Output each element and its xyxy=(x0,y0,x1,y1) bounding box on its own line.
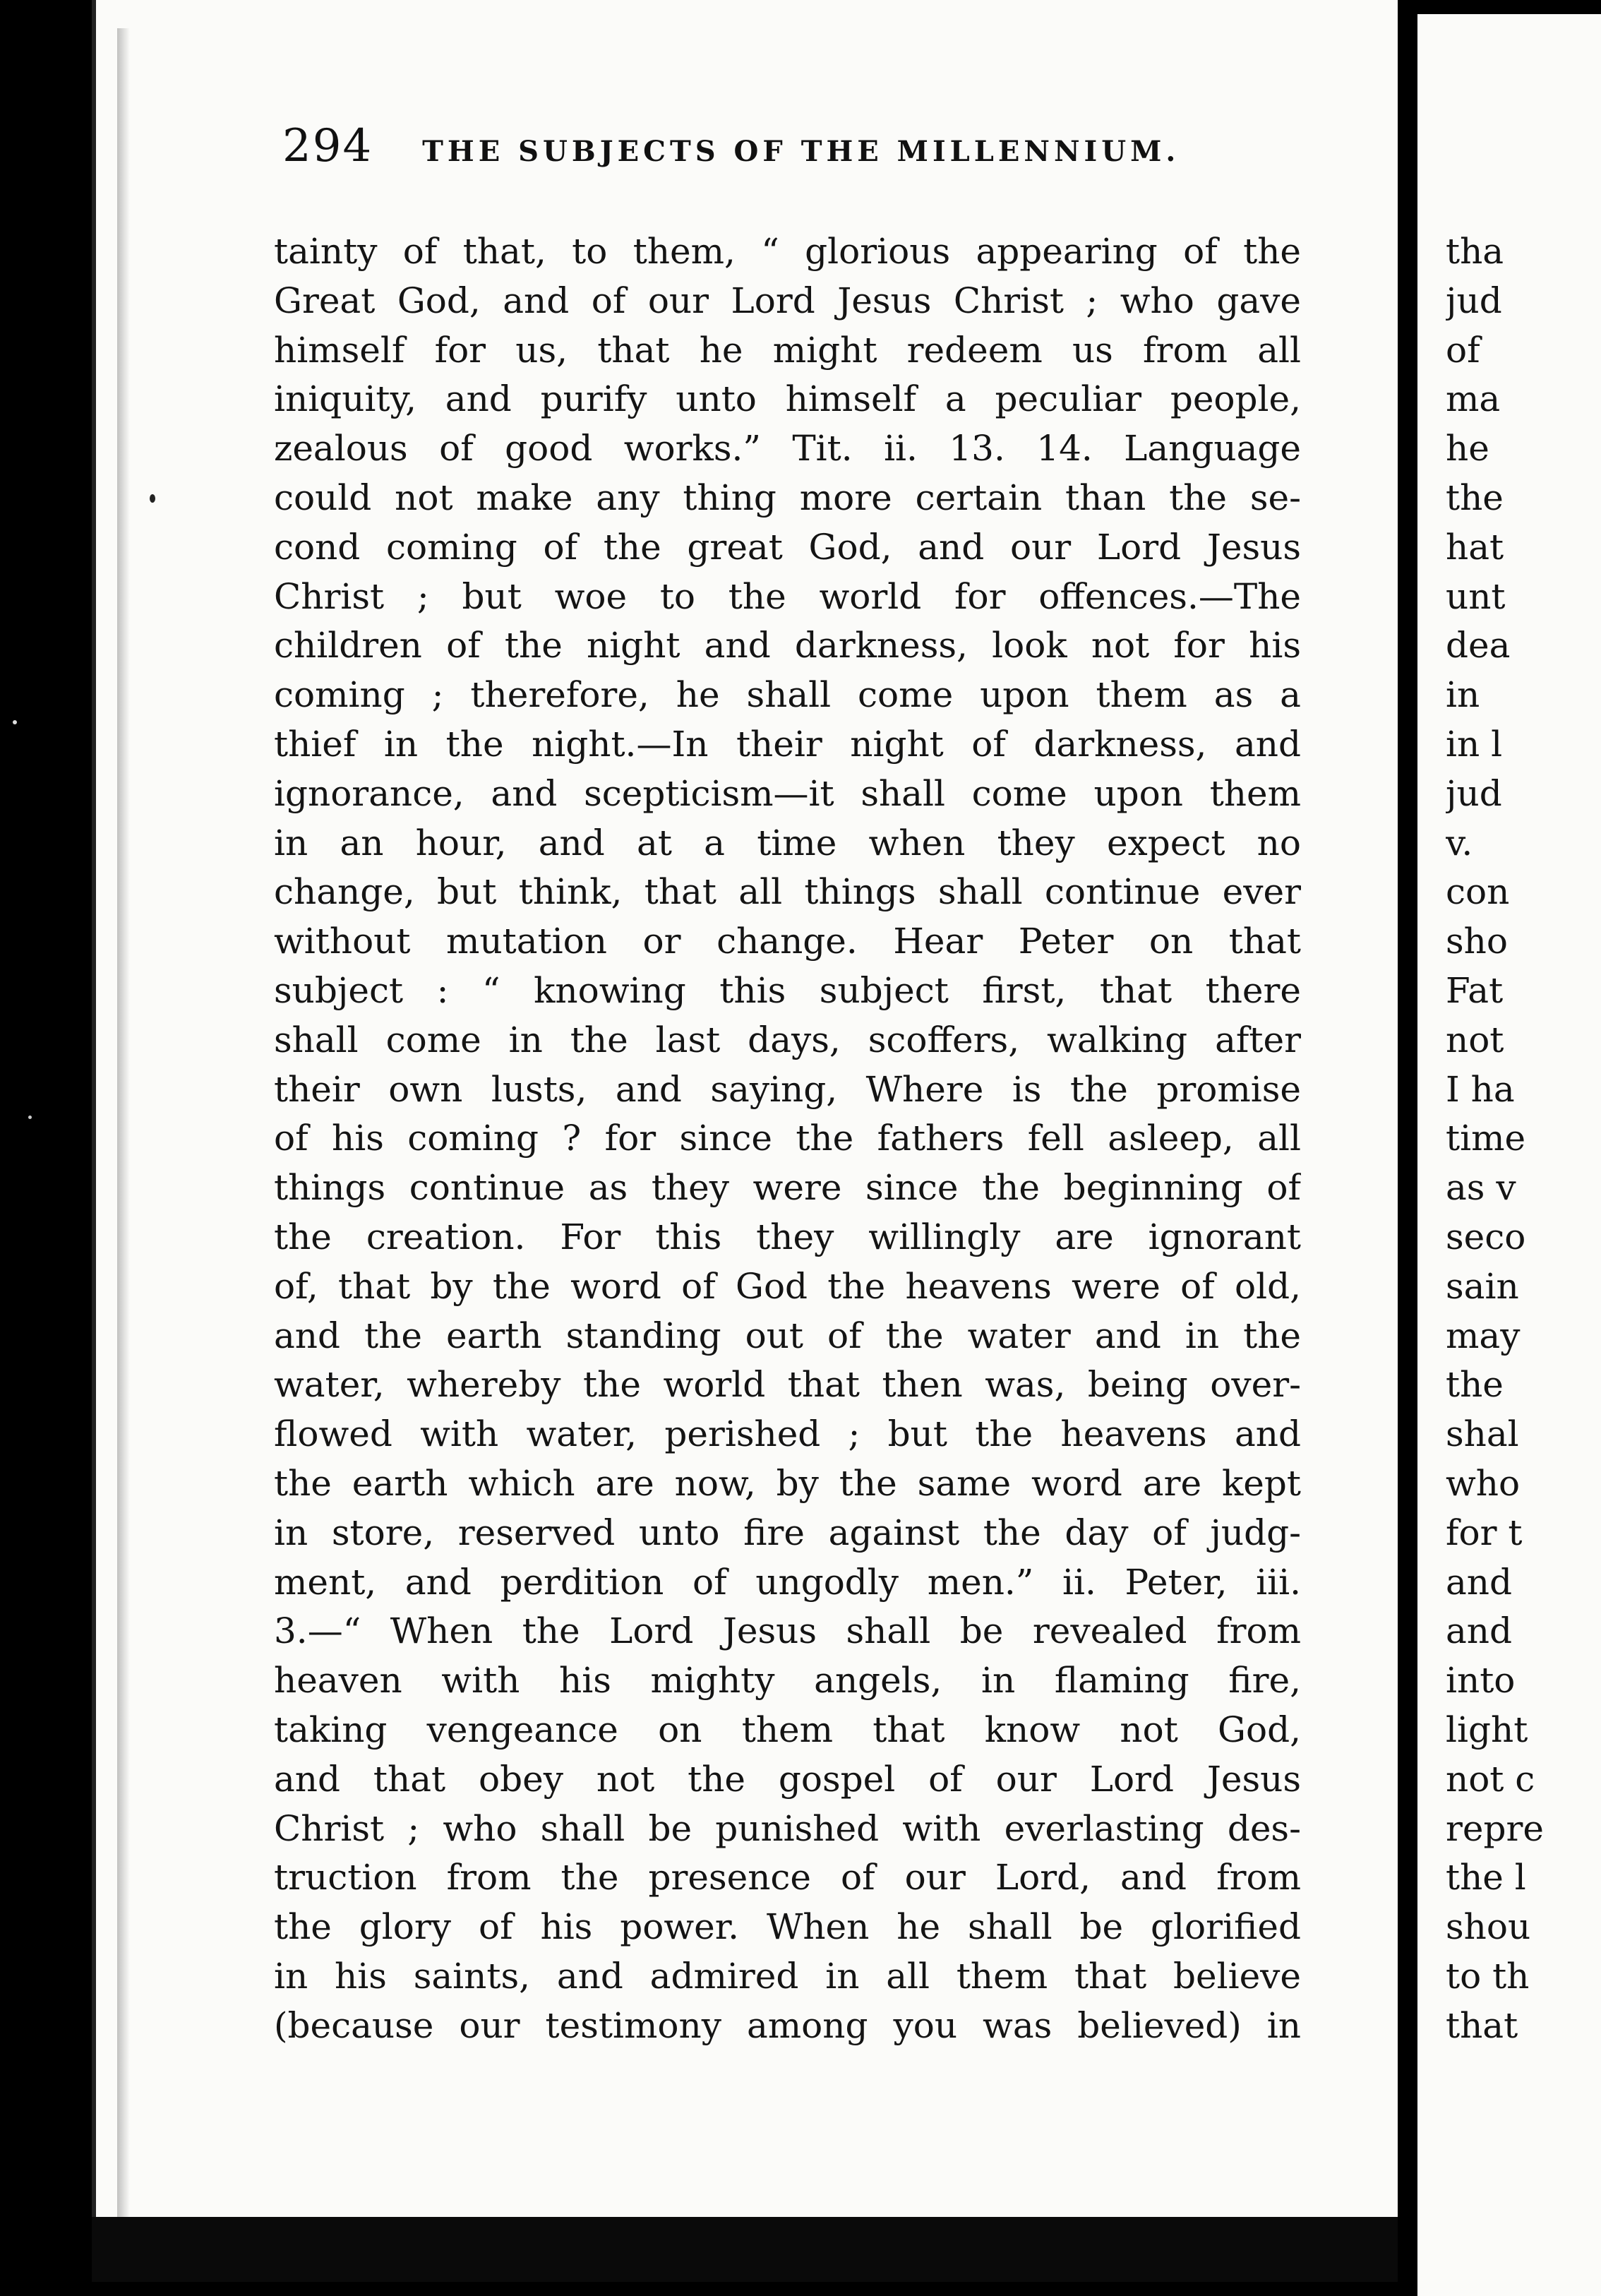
ink-speck xyxy=(13,720,17,724)
text-line: the glory of his power. When he shall be glorified xyxy=(274,1906,1301,1948)
text-line: the creation. For this they willingly are ignorant xyxy=(274,1216,1301,1257)
text-line-fragment: he xyxy=(1446,428,1489,470)
text-line-fragment: light xyxy=(1446,1709,1528,1750)
text-line-fragment: who xyxy=(1446,1462,1521,1504)
text-line: tainty of that, to them, “ glorious appearing of the xyxy=(274,231,1301,272)
text-line: himself for us, that he might redeem us from all xyxy=(274,329,1301,371)
text-line-fragment: Fat xyxy=(1446,969,1504,1011)
text-line-fragment: hat xyxy=(1446,526,1504,568)
ink-speck xyxy=(150,494,155,503)
book-binding-shadow xyxy=(0,0,92,2282)
text-line-fragment: as v xyxy=(1446,1167,1516,1209)
text-line: the earth which are now, by the same word are kept xyxy=(274,1462,1301,1504)
text-line-fragment: of xyxy=(1446,329,1480,371)
page-header xyxy=(282,120,1285,184)
text-line: things continue as they were since the beginning of xyxy=(274,1167,1301,1209)
left-page-body-text xyxy=(274,227,1301,2050)
text-line: children of the night and darkness, look not for his xyxy=(274,625,1301,666)
text-line: ignorance, and scepticism—it shall come upon them xyxy=(274,772,1301,814)
text-line: in an hour, and at a time when they expect no xyxy=(274,822,1301,863)
text-line-fragment: seco xyxy=(1446,1216,1526,1257)
running-head: THE SUBJECTS OF THE MILLENNIUM. xyxy=(422,135,1180,168)
text-line-fragment: tha xyxy=(1446,231,1504,272)
text-line-fragment: into xyxy=(1446,1660,1516,1702)
text-line: ment, and perdition of ungodly men.” ii. Peter, iii. xyxy=(274,1561,1301,1603)
text-line: subject : “ knowing this subject first, that there xyxy=(274,969,1301,1011)
text-line-fragment: for t xyxy=(1446,1512,1523,1553)
text-line-fragment: not c xyxy=(1446,1758,1535,1800)
text-line: taking vengeance on them that know not God, xyxy=(274,1709,1301,1750)
text-line-fragment: the l xyxy=(1446,1857,1526,1899)
text-line-fragment: may xyxy=(1446,1315,1521,1356)
text-line-fragment: and xyxy=(1446,1610,1513,1652)
text-line: change, but think, that all things shall continue ever xyxy=(274,871,1301,913)
text-line-fragment: shou xyxy=(1446,1906,1531,1948)
text-line-fragment: in l xyxy=(1446,723,1503,765)
text-line-fragment: ma xyxy=(1446,378,1501,420)
text-line: (because our testimony among you was believed) in xyxy=(274,2004,1301,2046)
text-line: their own lusts, and saying, Where is the promise xyxy=(274,1068,1301,1110)
text-line: Christ ; who shall be punished with everlasting des- xyxy=(274,1807,1301,1849)
text-line: water, whereby the world that then was, being over- xyxy=(274,1364,1301,1406)
text-line-fragment: jud xyxy=(1446,280,1502,321)
ink-speck xyxy=(28,1116,32,1119)
text-line: coming ; therefore, he shall come upon them as a xyxy=(274,674,1301,716)
text-line: cond coming of the great God, and our Lord Jesus xyxy=(274,526,1301,568)
text-line-fragment: to th xyxy=(1446,1955,1530,1997)
text-line: of, that by the word of God the heavens were of old, xyxy=(274,1265,1301,1307)
text-line-fragment: con xyxy=(1446,871,1510,913)
text-line-fragment: that xyxy=(1446,2004,1518,2046)
text-line: of his coming ? for since the fathers fell asleep, all xyxy=(274,1118,1301,1159)
text-line: shall come in the last days, scoffers, walking after xyxy=(274,1019,1301,1060)
text-line-fragment: time xyxy=(1446,1118,1526,1159)
text-line: Christ ; but woe to the world for offences.—The xyxy=(274,575,1301,617)
text-line-fragment: sain xyxy=(1446,1265,1519,1307)
text-line: could not make any thing more certain than the se- xyxy=(274,477,1301,518)
text-line-fragment: not xyxy=(1446,1019,1504,1060)
text-line-fragment: sho xyxy=(1446,921,1508,962)
text-line: truction from the presence of our Lord, and from xyxy=(274,1857,1301,1899)
text-line: Great God, and of our Lord Jesus Christ ; who gave xyxy=(274,280,1301,321)
text-line-fragment: in xyxy=(1446,674,1480,716)
text-line-fragment: jud xyxy=(1446,772,1502,814)
page-number: 294 xyxy=(282,120,373,172)
text-line: 3.—“ When the Lord Jesus shall be revealed from xyxy=(274,1610,1301,1652)
text-line: in his saints, and admired in all them that believe xyxy=(274,1955,1301,1997)
text-line-fragment: I ha xyxy=(1446,1068,1515,1110)
page-gutter xyxy=(1398,0,1417,2282)
text-line: iniquity, and purify unto himself a peculiar people, xyxy=(274,378,1301,420)
text-line-fragment: repre xyxy=(1446,1807,1544,1849)
text-line: and that obey not the gospel of our Lord Jesus xyxy=(274,1758,1301,1800)
text-line-fragment: dea xyxy=(1446,625,1511,666)
text-line: flowed with water, perished ; but the heavens and xyxy=(274,1413,1301,1455)
text-line: and the earth standing out of the water and in the xyxy=(274,1315,1301,1356)
text-line: thief in the night.—In their night of darkness, and xyxy=(274,723,1301,765)
text-line: zealous of good works.” Tit. ii. 13. 14. Language xyxy=(274,428,1301,470)
right-page-body-fragment xyxy=(1446,227,1601,2050)
text-line-fragment: unt xyxy=(1446,575,1506,617)
text-line: without mutation or change. Hear Peter on that xyxy=(274,921,1301,962)
bottom-edge-shadow xyxy=(92,2217,1398,2282)
text-line-fragment: and xyxy=(1446,1561,1513,1603)
text-line-fragment: shal xyxy=(1446,1413,1519,1455)
text-line: in store, reserved unto fire against the day of judg- xyxy=(274,1512,1301,1553)
text-line-fragment: the xyxy=(1446,477,1504,518)
text-line-fragment: the xyxy=(1446,1364,1504,1406)
text-line: heaven with his mighty angels, in flaming fire, xyxy=(274,1660,1301,1702)
text-line-fragment: v. xyxy=(1446,822,1473,863)
